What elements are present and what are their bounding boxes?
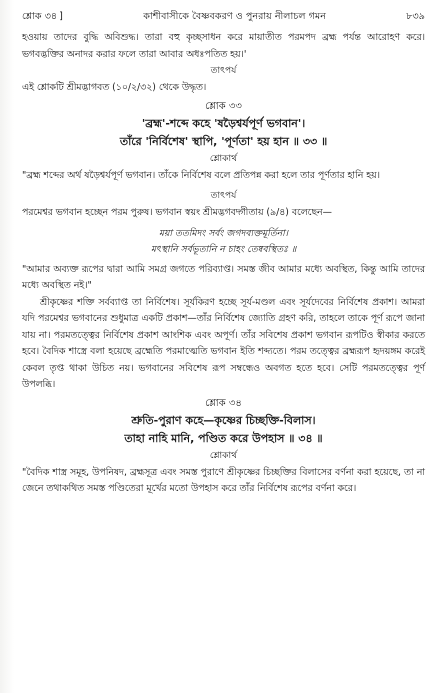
verse-number-34: শ্লোক ৩৪ [205, 397, 242, 409]
sanskrit-quote-line-2: মৎস্থানি সর্বভূতানি ন চাহং তেষ্ববস্থিতঃ ॥ [150, 243, 297, 255]
paragraph-translation-33: "ব্রহ্ম শব্দের অর্থ ষড়ৈশ্বর্যপূর্ণ ভগবান। তাঁকে নির্বিশেষ বলে প্রতিপন্ন করা হলে তার পূর্ণতার হানি হয়। [22, 169, 380, 181]
page-header [22, 10, 425, 24]
verse-33-line-2: তাঁরে 'নির্বিশেষ' স্থাপি, 'পূর্ণতা' হয় হান ॥ ৩৩ ॥ [119, 134, 328, 148]
verse-34-line-1: শ্রুতি-পুরাণ কহে—কৃষ্ণের চিচ্ছক্তি-বিলাস। [131, 413, 316, 427]
paragraph-translation-34: "বৈদিক শাস্ত্র সমূহ, উপনিষদ, ব্রহ্মসূত্র এবং সমস্ত পুরাণে শ্রীকৃষ্ণের চিচ্ছক্তির বিলাসের বর্ণনা করা হয়েছে, তা না জেনে তথাকথিত সমস্ত পণ্ডিতেরা মূর্খের মতো উপহাস করে তাঁর নির্বিশেষ রূপের বর্ণনা করে। [22, 466, 425, 494]
verse-34-line-2: তাহা নাহি মানি, পণ্ডিত করে উপহাস ॥ ৩৪ ॥ [124, 431, 323, 445]
section-label-purport-33: তাৎপর্য [210, 191, 237, 201]
paragraph-purport-intro: পরমেশ্বর ভগবান হচ্ছেন পরম পুরুষ। ভগবান স্বয়ং শ্রীমদ্ভগবদ্গীতায় (৯/৪) বলেছেন— [22, 207, 332, 218]
header-verse-ref: শ্লোক ৩৪ ] [22, 10, 63, 24]
section-label-purport: তাৎপর্য [210, 66, 237, 76]
paragraph-quote-translation: "আমার অব্যক্ত রূপের দ্বারা আমি সমগ্র জগতে পরিব্যাপ্ত। সমস্ত জীব আমার মধ্যে অবস্থিত, কিন্তু আমি তাদের মধ্যে অবস্থিত নই।" [22, 263, 425, 291]
section-label-translation: শ্লোকার্থ [209, 153, 238, 164]
paragraph-continuation: হওয়ায় তাদের বুদ্ধি অবিশুদ্ধ। তারা বহু কৃচ্ছসাধন করে মায়াতীত পরমপদ ব্রহ্ম পর্যন্ত আরোহণ করে। ভগবদ্ভক্তির অনাদর করার ফলে তারা আবার অধঃপতিত হয়।' [22, 32, 425, 60]
header-page-number: ৮৩৯ [406, 11, 425, 22]
section-label-translation-34: শ্লোকার্থ [209, 450, 238, 461]
sanskrit-quote-line-1: ময়া ততমিদং সর্বং জগদব্যক্তমূর্তিনা। [158, 227, 289, 239]
paragraph-purport-body: শ্রীকৃষ্ণের শক্তি সর্বব্যাপ্ত তা নির্বিশেষ। সূর্যকিরণ হচ্ছে সূর্য-মণ্ডল এবং সূর্যদেবের নির্বিশেষ প্রকাশ। আমরা যদি পরমেশ্বর ভগবানের শুধুমাত্র একটি প্রকাশ—তাঁর নির্বিশেষ জ্যোতি গ্রহণ করি, তাহলে তাকে পূর্ণ রূপে জানা যায় না। পরমতত্ত্বের নির্বিশেষ প্রকাশ আংশিক এবং অপূর্ণ। তাঁর সবিশেষ প্রকাশ ভগবান রূপটিও স্বীকার করতে হবে। বৈদিক শাস্ত্রে বলা হয়েছে ব্রহ্মেতি পরমাত্মেতি ভগবান ইতি শব্দ্যতে। পরম তত্ত্বের ব্রহ্মরূপ হৃদয়ঙ্গম করেই কেবল তৃপ্ত থাকা উচিত নয়। ভগবানের সবিশেষ রূপ সম্বন্ধেও অবগত হতে হবে। সেটি পরমতত্ত্বের পূর্ণ উপলব্ধি। [22, 296, 425, 390]
verse-number-33: শ্লোক ৩৩ [205, 100, 242, 112]
verse-33-line-1: 'ব্রহ্ম'-শব্দে কহে 'ষড়ৈশ্বর্যপূর্ণ ভগবান'। [141, 116, 306, 130]
paragraph-source: এই শ্লোকটি শ্রীমদ্ভাগবত (১০/২/৩২) থেকে উদ্ধৃত। [22, 82, 207, 93]
header-chapter-title: কাশীবাসীকে বৈষ্ণবকরণ ও পুনরায় নীলাচল গমন [143, 11, 326, 22]
